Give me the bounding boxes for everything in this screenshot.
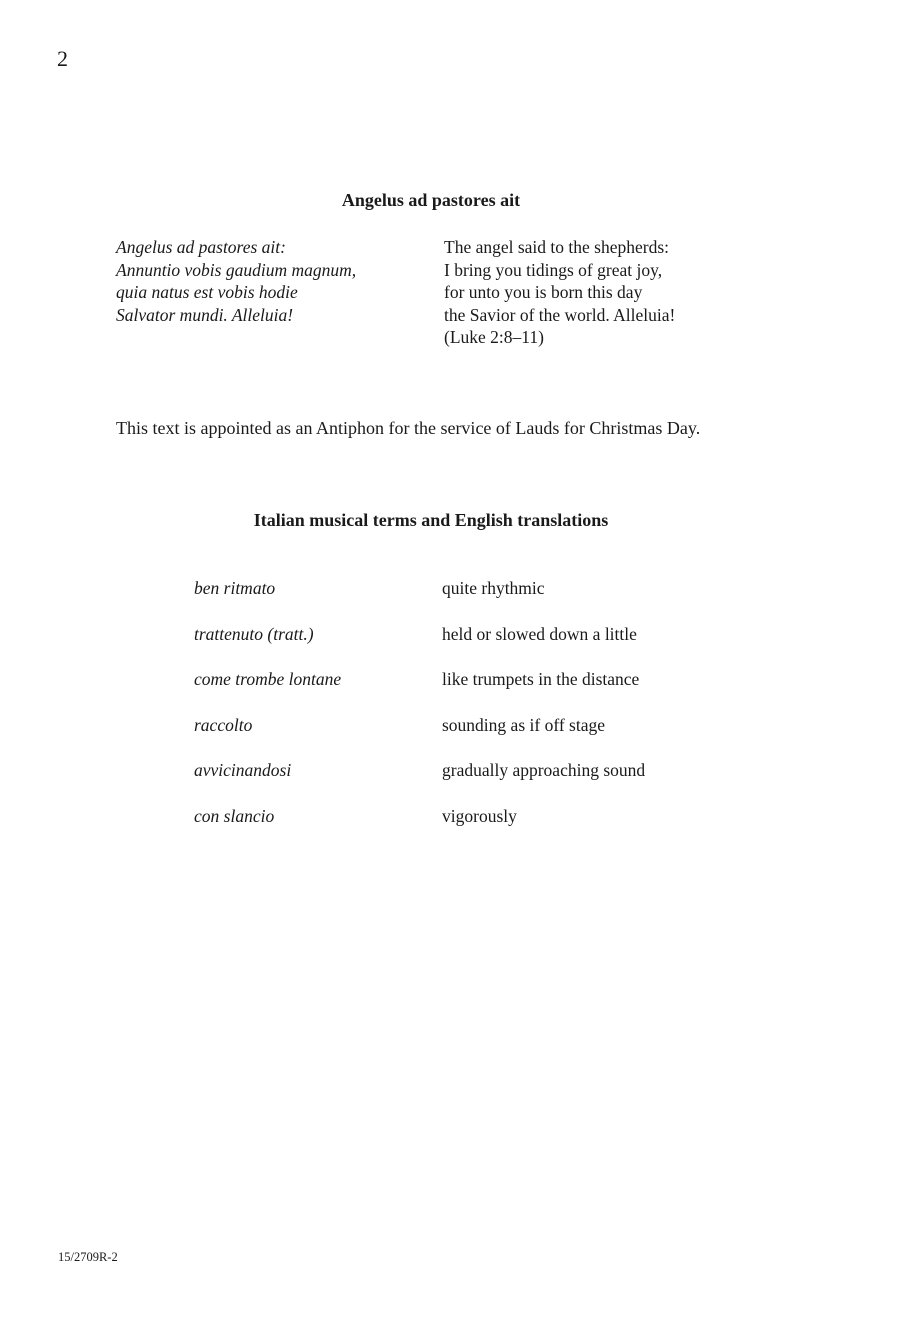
english-line: for unto you is born this day bbox=[444, 282, 643, 302]
page-number: 2 bbox=[57, 46, 68, 71]
english-translation-term: held or slowed down a little bbox=[442, 623, 637, 644]
english-translation-term: quite rhythmic bbox=[442, 578, 545, 598]
latin-text bbox=[116, 236, 356, 326]
english-translation bbox=[444, 236, 675, 349]
english-translation-term: gradually approaching sound bbox=[442, 760, 646, 781]
latin-line: quia natus est vobis hodie bbox=[116, 282, 298, 302]
italian-term: raccolto bbox=[194, 714, 253, 735]
english-line: I bring you tidings of great joy, bbox=[444, 259, 663, 280]
italian-term: trattenuto (tratt.) bbox=[194, 623, 314, 644]
english-translation-term: sounding as if off stage bbox=[442, 714, 605, 735]
latin-line: Annuntio vobis gaudium magnum, bbox=[116, 259, 357, 280]
latin-line: Salvator mundi. Alleluia! bbox=[116, 304, 294, 325]
italian-term: con slancio bbox=[194, 805, 275, 826]
publication-code: 15/2709R-2 bbox=[58, 1250, 118, 1264]
terms-title: Italian musical terms and English translations bbox=[253, 510, 609, 530]
latin-line: Angelus ad pastores ait: bbox=[116, 237, 286, 257]
english-translation-term: like trumpets in the distance bbox=[442, 669, 640, 690]
english-line: The angel said to the shepherds: bbox=[444, 237, 670, 257]
italian-term: come trombe lontane bbox=[194, 669, 342, 690]
italian-term: avvicinandosi bbox=[194, 760, 292, 781]
english-translation-term: vigorously bbox=[442, 805, 517, 826]
italian-term: ben ritmato bbox=[194, 578, 276, 598]
text-title: Angelus ad pastores ait bbox=[341, 190, 521, 210]
english-line: the Savior of the world. Alleluia! bbox=[444, 304, 676, 325]
liturgical-note: This text is appointed as an Antiphon for the service of Lauds for Christmas Day. bbox=[116, 418, 701, 438]
scripture-reference: (Luke 2:8–11) bbox=[444, 327, 544, 347]
